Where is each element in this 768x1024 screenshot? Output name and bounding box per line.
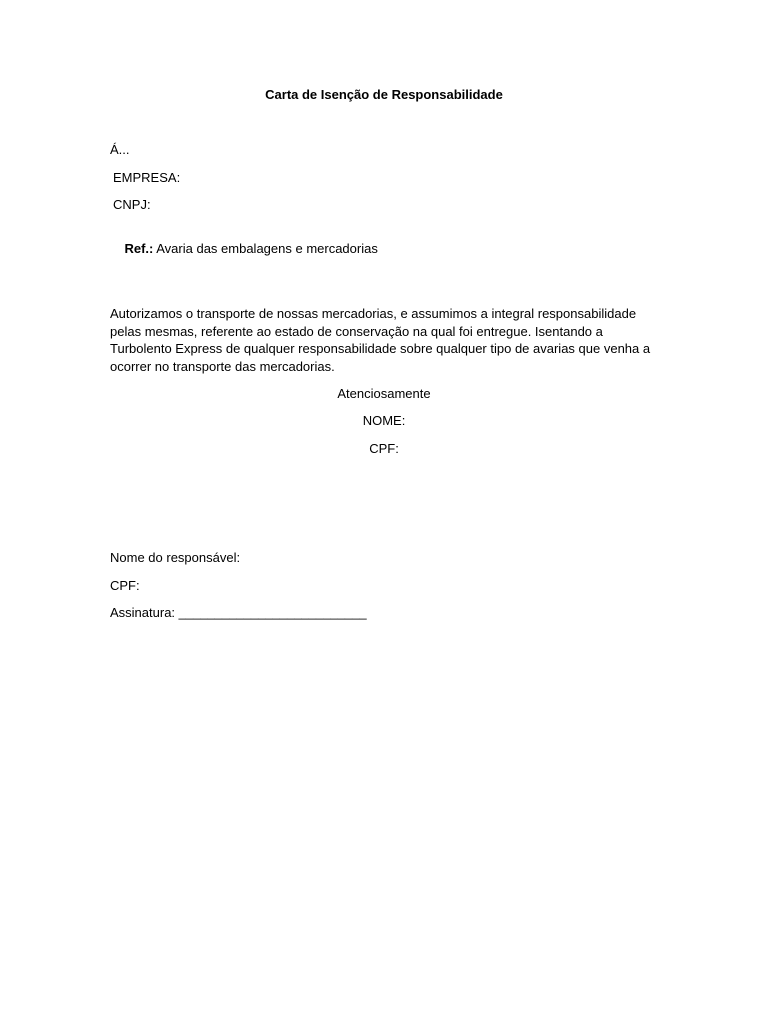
reference-line <box>110 223 378 274</box>
cpf-label: CPF: <box>110 578 140 593</box>
cnpj-label: CNPJ: <box>113 197 151 212</box>
responsible-label: Nome do responsável: <box>110 550 241 565</box>
reference-label: Ref.: <box>124 241 154 256</box>
body-line: pelas mesmas, referente ao estado de conservação na qual foi entregue. Isentando a <box>110 323 603 339</box>
document-title: Carta de Isenção de Responsabilidade <box>265 87 503 102</box>
cpf-label-center: CPF: <box>369 441 399 456</box>
signature-line: Assinatura: __________________________ <box>110 605 367 620</box>
body-line: Autorizamos o transporte de nossas mercadorias, e assumimos a integral responsabilidade <box>110 306 637 321</box>
name-label: NOME: <box>362 413 406 428</box>
body-line: Turbolento Express de qualquer responsabilidade sobre qualquer tipo de avarias que venha a <box>110 341 651 357</box>
reference-text: Avaria das embalagens e mercadorias <box>153 241 378 256</box>
company-label: EMPRESA: <box>113 170 181 185</box>
body-line: ocorrer no transporte das mercadorias. <box>110 359 335 375</box>
closing: Atenciosamente <box>337 386 431 401</box>
body-paragraph <box>110 305 658 376</box>
salutation: Á... <box>110 142 130 157</box>
